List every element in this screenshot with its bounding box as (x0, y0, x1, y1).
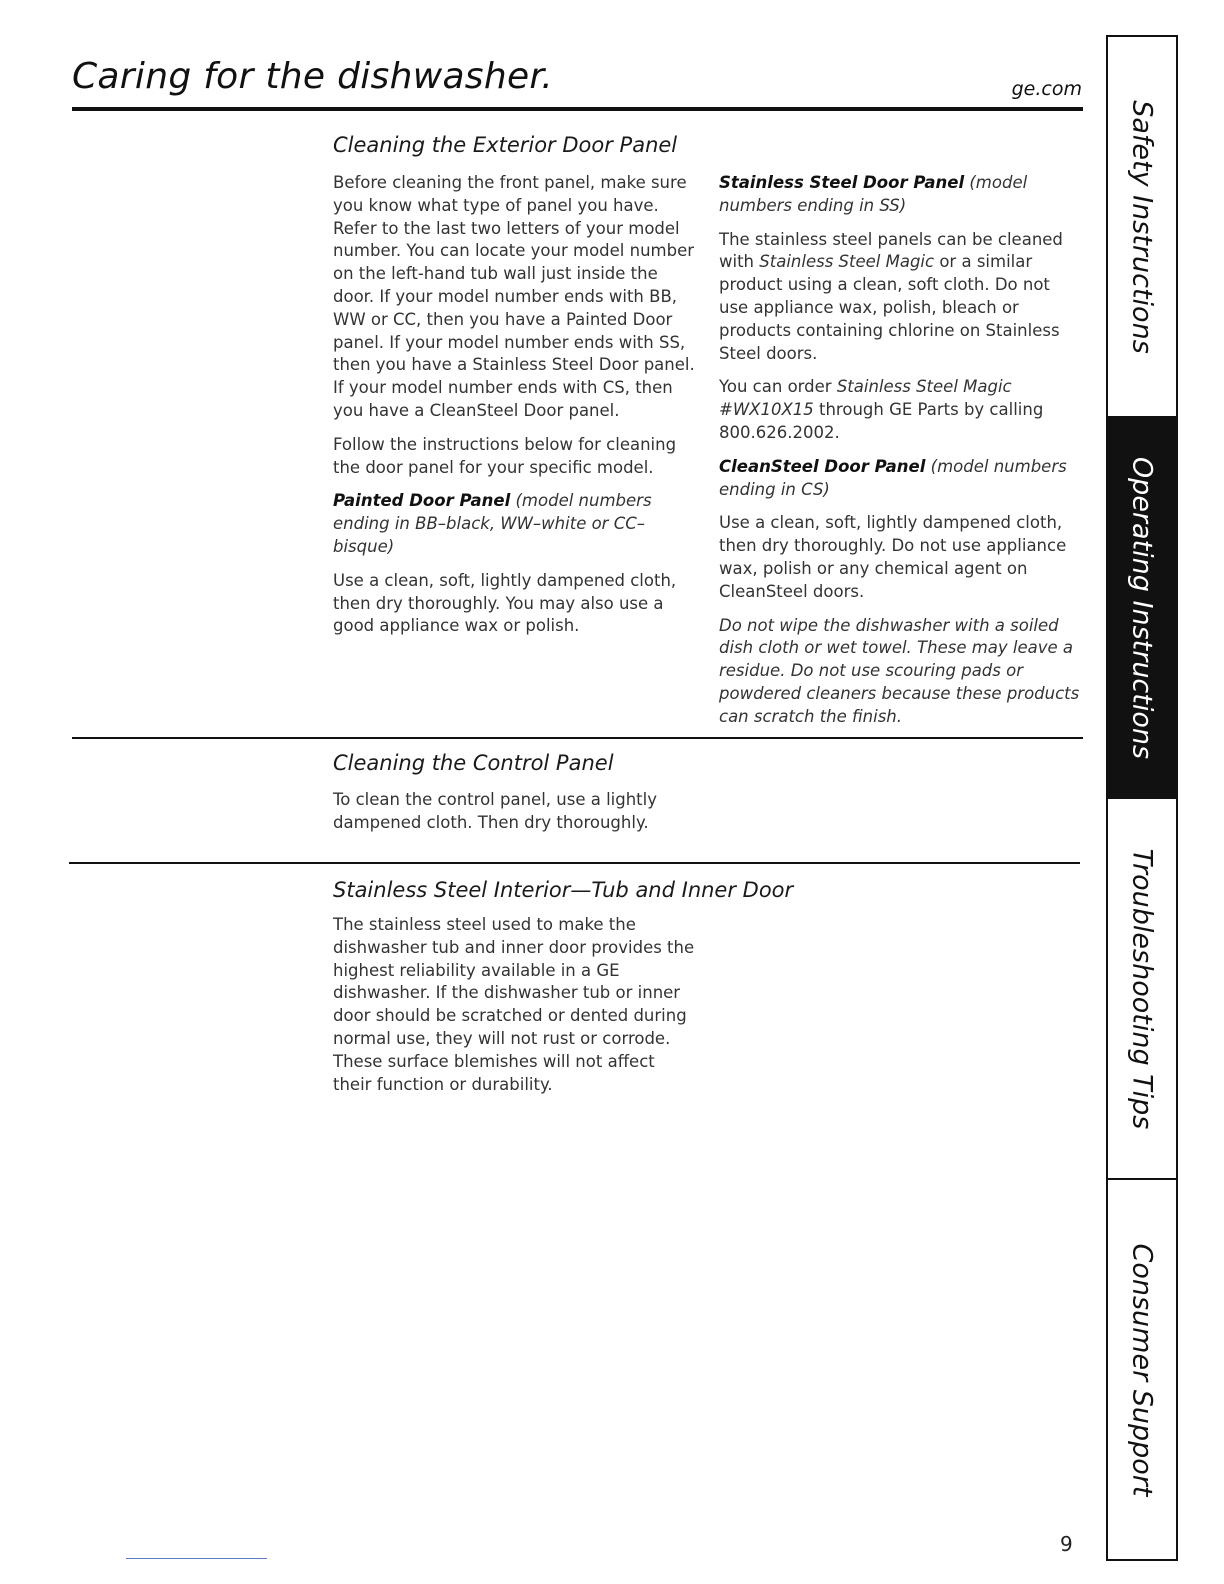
section-divider-1 (72, 737, 1083, 739)
cleansteel-note: (model numbers ending in CS) (719, 456, 1067, 499)
painted-text: Use a clean, soft, lightly dampened cloth, then dry thoroughly. You may also use a good appliance wax or polish. (333, 570, 677, 636)
stainless-text: The stainless steel panels can be cleaned with Stainless Steel Magic or a similar product using a clean, soft cloth. Do not use appliance wax, polish, bleach or products containing chlorine on Stainless Steel doors. (719, 229, 1063, 363)
exterior-intro: Before cleaning the front panel, make sure you know what type of panel you have. Refer to the last two letters of your model number. You can locate your model number on the left-hand tub wall just inside the door. If your model number ends with BB, WW or CC, then you have a Painted Door panel. If your model number ends with SS, then you have a Stainless Steel Door panel. If your model number ends with CS, then you have a CleanSteel Door panel. (333, 173, 695, 420)
tab-troubleshooting-tips[interactable] (1108, 799, 1176, 1180)
footer-link-underline[interactable] (126, 1558, 267, 1559)
title-rule (72, 107, 1083, 111)
exterior-heading: Cleaning the Exterior Door Panel (333, 133, 678, 157)
cleansteel-text: Use a clean, soft, lightly dampened cloth, then dry thoroughly. Do not use appliance wax, polish or any chemical agent on CleanSteel doors. (719, 513, 1067, 601)
stainless-product: Stainless Steel Magic (759, 252, 935, 272)
page-title: Caring for the dishwasher. (72, 56, 553, 97)
cleaning-warning: Do not wipe the dishwasher with a soiled dish cloth or wet towel. These may leave a residue. Do not use scouring pads or powdered cleaners because these products can scratch the finish. (719, 615, 1080, 726)
order-product: Stainless Steel Magic #WX10X15 (719, 377, 1012, 420)
painted-label: Painted Door Panel (333, 491, 511, 511)
section-divider-2 (69, 862, 1080, 864)
tab-label: Troubleshooting Tips (1126, 848, 1158, 1129)
page-number: 9 (1060, 1532, 1073, 1556)
stainless-note: (model numbers ending in SS) (719, 173, 1028, 215)
interior-text: The stainless steel used to make the dishwasher tub and inner door provides the highest reliability available in a GE dishwasher. If the dishwasher tub or inner door should be scratched or dented during normal use, they will not rust or corrode. These surface blemishes will not affect their function or durability. (333, 915, 695, 1094)
section-tabs (1106, 35, 1178, 1561)
painted-subhead (333, 490, 695, 558)
painted-note: (model numbers ending in BB–black, WW–white or CC–bisque) (333, 491, 652, 556)
interior-heading: Stainless Steel Interior—Tub and Inner Door (333, 878, 794, 902)
cleansteel-subhead (719, 456, 1081, 502)
stainless-order: You can order Stainless Steel Magic #WX10X15 through GE Parts by calling 800.626.2002. (719, 377, 1044, 442)
control-column (333, 789, 683, 846)
tab-label: Consumer Support (1126, 1243, 1158, 1496)
tab-label: Safety Instructions (1126, 99, 1158, 354)
tab-operating-instructions[interactable] (1108, 418, 1176, 799)
control-heading: Cleaning the Control Panel (333, 751, 614, 775)
exterior-left-column (333, 172, 695, 649)
tab-consumer-support[interactable] (1108, 1180, 1176, 1559)
interior-column (333, 914, 698, 1107)
exterior-follow: Follow the instructions below for cleaning the door panel for your specific model. (333, 434, 677, 477)
stainless-label: Stainless Steel Door Panel (719, 173, 965, 192)
site-url[interactable]: ge.com (1011, 78, 1082, 100)
control-text: To clean the control panel, use a lightly dampened cloth. Then dry thoroughly. (333, 790, 657, 832)
stainless-subhead (719, 172, 1081, 218)
tab-safety-instructions[interactable] (1108, 37, 1176, 418)
cleansteel-label: CleanSteel Door Panel (719, 456, 926, 476)
exterior-right-column (719, 172, 1081, 740)
tab-label: Operating Instructions (1126, 456, 1158, 759)
